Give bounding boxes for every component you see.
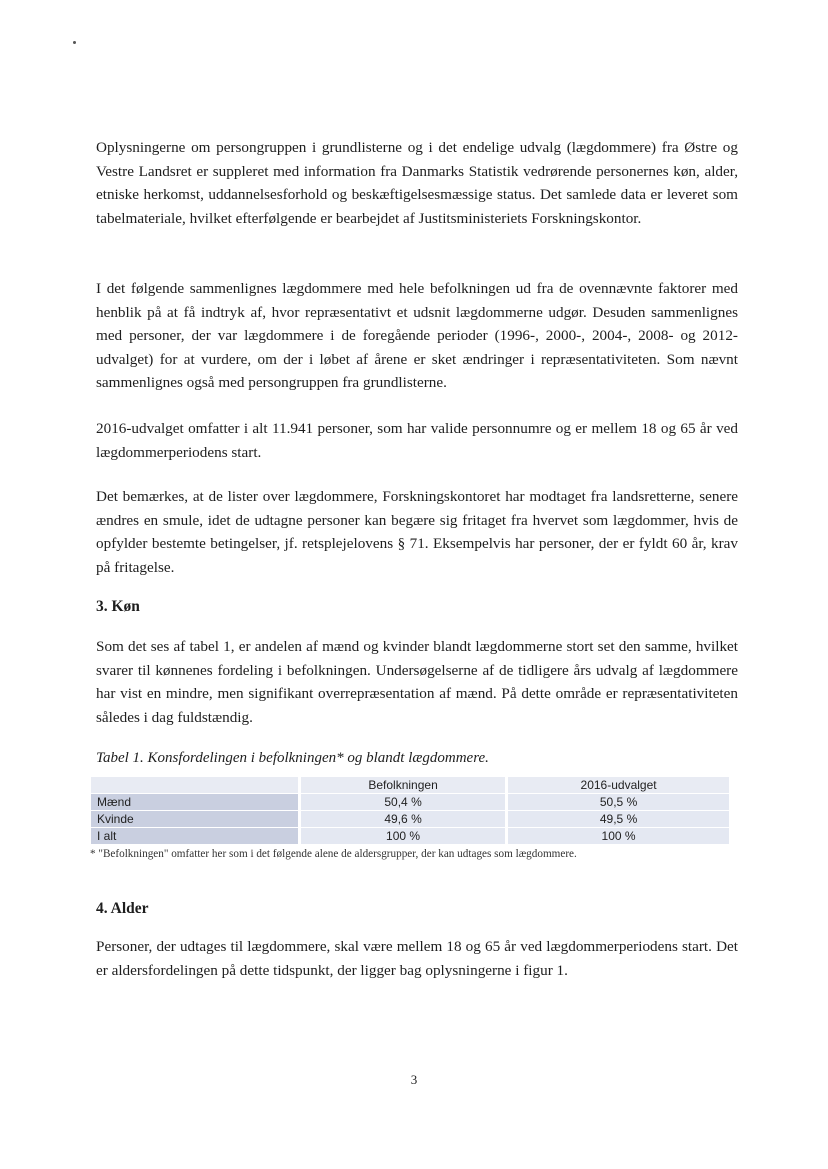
table-row xyxy=(91,828,729,844)
section-heading-gender: 3. Køn xyxy=(96,598,140,615)
paragraph-exemption: Det bemærkes, at de lister over lægdommere, Forskningskontoret har modtaget fra landsretterne, senere ændres en smule, idet de udtagne personer kan begære sig fritaget fra hvervet som lægdommer, hvis de opfylder bestemte betingelser, jf. retsplejelovens § 71. Eksempelvis har personer, der er fyldt 60 år, krav på fritagelse. xyxy=(96,488,738,576)
cell-value: 100 % xyxy=(508,828,729,844)
table-footnote: * "Befolkningen" omfatter her som i det følgende alene de aldersgrupper, der kan udtages som lægdommere. xyxy=(90,848,577,860)
row-label: I alt xyxy=(91,828,298,844)
paragraph-gender: Som det ses af tabel 1, er andelen af mænd og kvinder blandt lægdommerne stort set den samme, hvilket svarer til kønnenes fordeling i befolkningen. Undersøgelserne af de tidligere års udvalg af lægdommere har vist en mindre, men signifikant overrepræsentation af mænd. På dette område er repræsentativiteten således i dag fuldstændig. xyxy=(96,638,738,726)
scan-speck xyxy=(73,41,76,44)
table-caption xyxy=(96,750,489,767)
section-heading-age: 4. Alder xyxy=(96,900,149,917)
row-label: Kvinde xyxy=(91,811,298,827)
cell-value: 50,4 % xyxy=(301,794,505,810)
column-header-2016: 2016-udvalget xyxy=(508,777,729,793)
table-header-row xyxy=(91,777,729,793)
paragraph-data-sources: Oplysningerne om persongruppen i grundlisterne og i det endelige udvalg (lægdommere) fra Østre og Vestre Landsret er suppleret med information fra Danmarks Statistik vedrørende personernes køn, alder, etniske herkomst, uddannelsesforhold og beskæftigelsesmæssige status. Det samlede data er leveret som tabelmateriale, hvilket efterfølgende er bearbejdet af Justitsministeriets Forskningskontor. xyxy=(96,139,738,227)
paragraph-selection-size: 2016-udvalget omfatter i alt 11.941 personer, som har valide personnumre og er mellem 18 og 65 år ved lægdommerperiodens start. xyxy=(96,420,738,461)
paragraph-comparison: I det følgende sammenlignes lægdommere med hele befolkningen ud fra de ovennævnte faktorer med henblik på at få indtryk af, hvor repræsentativt et udsnit lægdommerne udgør. Desuden sammenlignes med personer, der var lægdommere i de foregående perioder (1996-, 2000-, 2004-, 2008- og 2012-udvalget) for at vurdere, om der i løbet af årene er sket ændringer i repræsentativiteten. Som nævnt sammenlignes også med persongruppen fra grundlisterne. xyxy=(96,280,738,391)
page-number: 3 xyxy=(410,1072,418,1087)
table-row xyxy=(91,811,729,827)
cell-value: 49,6 % xyxy=(301,811,505,827)
cell-value: 50,5 % xyxy=(508,794,729,810)
cell-value: 100 % xyxy=(301,828,505,844)
table-row xyxy=(91,794,729,810)
table-caption-text: Konsfordelingen i befolkningen* og blandt lægdommere. xyxy=(147,750,489,766)
cell-value: 49,5 % xyxy=(508,811,729,827)
row-label: Mænd xyxy=(91,794,298,810)
paragraph-age: Personer, der udtages til lægdommere, skal være mellem 18 og 65 år ved lægdommerperiodens start. Det er aldersfordelingen på dette tidspunkt, der ligger bag oplysningerne i figur 1. xyxy=(96,938,738,979)
gender-table xyxy=(88,776,732,845)
table-header-blank xyxy=(91,777,298,793)
table-caption-number: Tabel 1. xyxy=(96,750,144,766)
column-header-population: Befolkningen xyxy=(301,777,505,793)
